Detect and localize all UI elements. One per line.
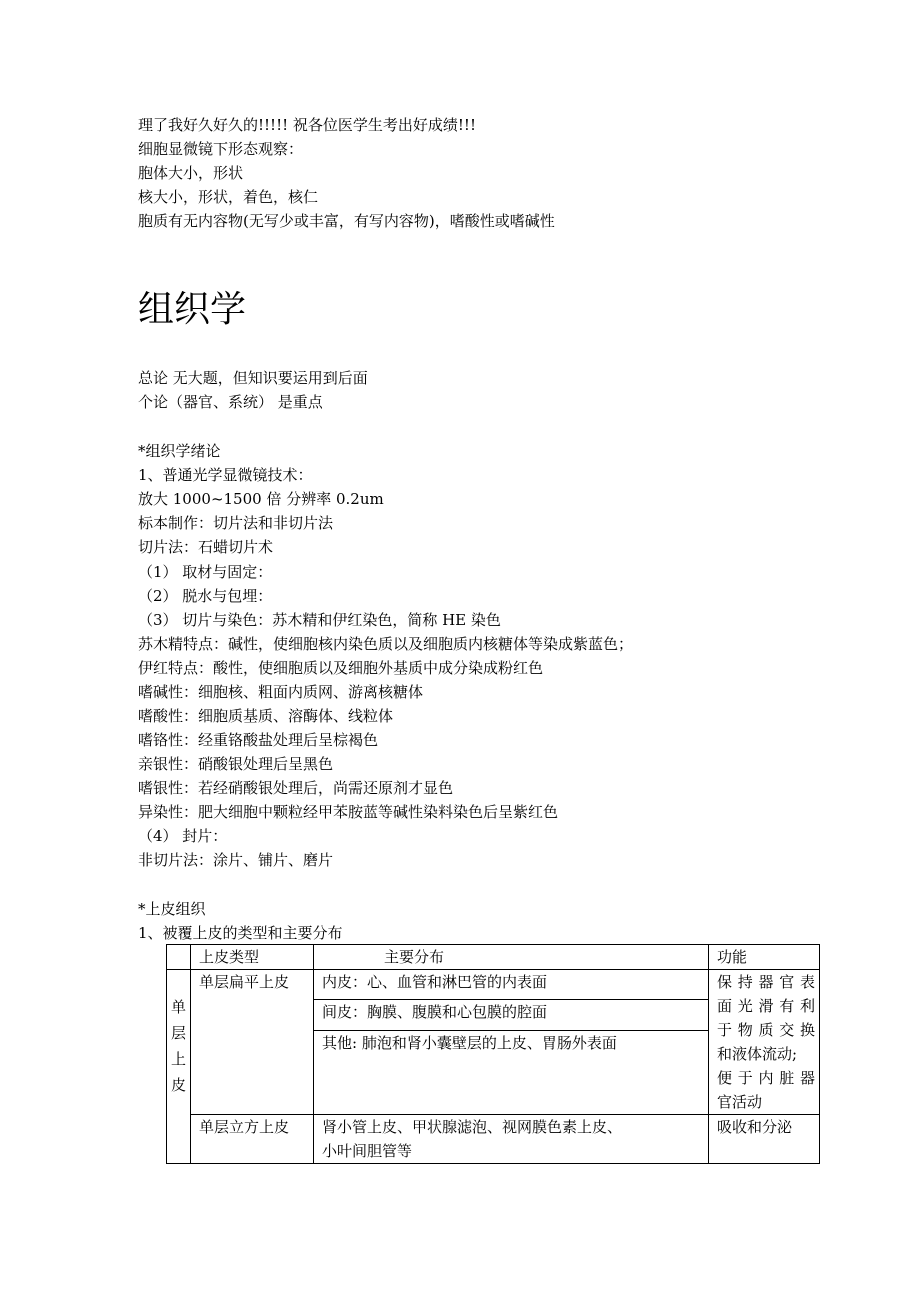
section1-line: （4） 封片： — [138, 827, 228, 845]
intro-line-5: 胞质有无内容物(无写少或丰富，有写内容物)，嗜酸性或嗜碱性 — [138, 212, 555, 230]
table-header-row — [167, 945, 820, 970]
overview-line-1: 总论 无大题，但知识要运用到后面 — [138, 369, 368, 387]
section1-line: （2） 脱水与包埋： — [138, 587, 273, 605]
section2-title: *上皮组织 — [138, 900, 206, 918]
group-label-char: 上 — [171, 1050, 187, 1068]
section1-title: *组织学绪论 — [138, 442, 221, 460]
section1-line: 亲银性：硝酸银处理后呈黑色 — [138, 755, 334, 773]
cell-distribution: 内皮：心、血管和淋巴管的内表面 — [314, 970, 709, 1000]
table-header-function: 功能 — [709, 945, 820, 970]
section1-line: 1、普通光学显微镜技术： — [138, 466, 313, 484]
section1-line: 苏木精特点：碱性，使细胞核内染色质以及细胞质内核糖体等染成紫蓝色； — [138, 635, 634, 653]
section2-subtitle: 1、被覆上皮的类型和主要分布 — [138, 924, 343, 942]
table-header-distribution: 主要分布 — [314, 945, 709, 970]
function-line: 面光滑有利 — [717, 997, 816, 1015]
intro-line-4: 核大小，形状，着色，核仁 — [138, 188, 319, 206]
table-row — [167, 1115, 820, 1164]
table-header-blank — [167, 945, 191, 970]
section1-line: 标本制作：切片法和非切片法 — [138, 514, 334, 532]
function-line: 官活动 — [717, 1093, 763, 1111]
cell-function — [709, 970, 820, 1115]
function-line: 便于内脏器 — [717, 1069, 816, 1087]
function-line: 保持器官表 — [717, 973, 816, 991]
cell-distribution — [314, 1115, 709, 1164]
table-header-type: 上皮类型 — [191, 945, 314, 970]
section1-line: 伊红特点：酸性，使细胞质以及细胞外基质中成分染成粉红色 — [138, 659, 544, 677]
section1-line: 嗜酸性：细胞质基质、溶酶体、线粒体 — [138, 707, 394, 725]
distribution-line: 小叶间胆管等 — [322, 1142, 413, 1160]
epithelium-table — [166, 944, 820, 1164]
overview-line-2: 个论（器官、系统） 是重点 — [138, 393, 323, 411]
section1-line: 放大 1000~1500 倍 分辨率 0.2um — [138, 490, 384, 508]
group-label-char: 皮 — [171, 1076, 187, 1094]
section1-line: （3） 切片与染色：苏木精和伊红染色，简称 HE 染色 — [138, 611, 501, 629]
function-line: 于物质交换 — [717, 1021, 816, 1039]
section1-line: 嗜铬性：经重铬酸盐处理后呈棕褐色 — [138, 731, 379, 749]
section1-line: 异染性：肥大细胞中颗粒经甲苯胺蓝等碱性染料染色后呈紫红色 — [138, 803, 559, 821]
cell-distribution: 间皮：胸膜、腹膜和心包膜的腔面 — [314, 1000, 709, 1030]
group-label-simple-epithelium — [167, 970, 191, 1164]
cell-type: 单层扁平上皮 — [191, 970, 314, 1115]
section-heading: 组织学 — [138, 289, 247, 330]
intro-line-1: 理了我好久好久的!!!!! 祝各位医学生考出好成绩!!! — [138, 116, 476, 134]
intro-line-3: 胞体大小，形状 — [138, 164, 244, 182]
distribution-line: 肾小管上皮、甲状腺滤泡、视网膜色素上皮、 — [322, 1118, 623, 1136]
function-line: 和液体流动; — [717, 1045, 798, 1063]
table-row — [167, 970, 820, 1000]
cell-function: 吸收和分泌 — [709, 1115, 820, 1164]
intro-line-2: 细胞显微镜下形态观察： — [138, 140, 304, 158]
section1-line: 嗜碱性：细胞核、粗面内质网、游离核糖体 — [138, 683, 424, 701]
section1-line: 非切片法：涂片、铺片、磨片 — [138, 851, 334, 869]
group-label-char: 层 — [171, 1024, 187, 1042]
cell-distribution: 其他: 肺泡和肾小囊壁层的上皮、胃肠外表面 — [314, 1030, 709, 1115]
section1-line: 切片法：石蜡切片术 — [138, 538, 274, 556]
group-label-char: 单 — [171, 998, 187, 1016]
section1-line: （1） 取材与固定： — [138, 563, 273, 581]
section1-line: 嗜银性：若经硝酸银处理后，尚需还原剂才显色 — [138, 779, 454, 797]
cell-type: 单层立方上皮 — [191, 1115, 314, 1164]
